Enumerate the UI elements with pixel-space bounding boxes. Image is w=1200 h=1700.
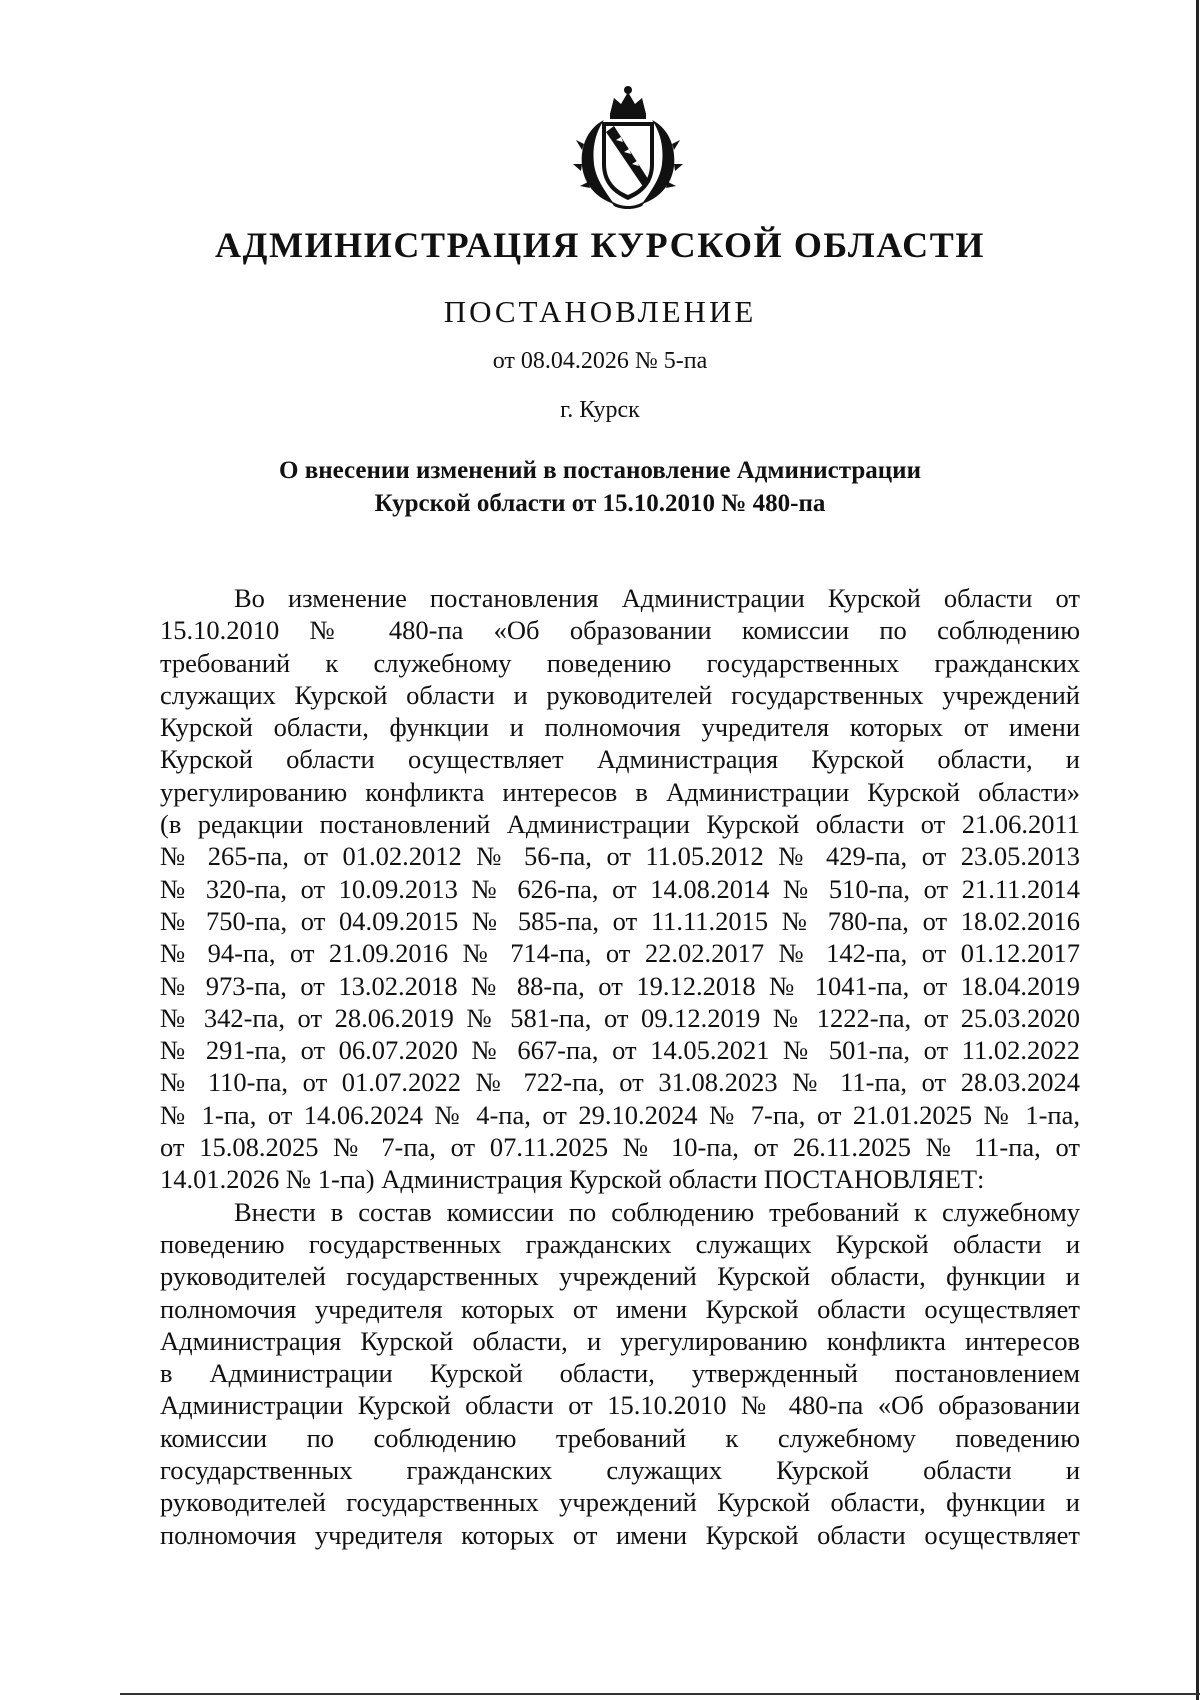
text-line: руководителей государственных учреждений Курской области, функции и — [160, 1261, 1080, 1292]
paragraph-resolution — [160, 1196, 1080, 1551]
scan-edge-bottom — [120, 1693, 1200, 1695]
coat-of-arms-icon — [566, 84, 690, 210]
text-line: № 320-па, от 10.09.2013 № 626-па, от 14.08.2014 № 510-па, от 21.11.2014 — [160, 873, 1080, 904]
text-line: комиссии по соблюдению требований к служебному поведению — [160, 1422, 1080, 1453]
text-line: № 973-па, от 13.02.2018 № 88-па, от 19.12.2018 № 1041-па, от 18.04.2019 — [160, 970, 1080, 1001]
subject-line: Курской области от 15.10.2010 № 480-па — [374, 490, 826, 517]
text-line: № 94-па, от 21.09.2016 № 714-па, от 22.02.2017 № 142-па, от 01.12.2017 — [160, 938, 1080, 969]
document-date-number: от 08.04.2026 № 5-па — [492, 348, 708, 374]
text-line: № 110-па, от 01.07.2022 № 722-па, от 31.08.2023 № 11-па, от 28.03.2024 — [160, 1067, 1080, 1098]
text-line: № 1-па, от 14.06.2024 № 4-па, от 29.10.2024 № 7-па, от 21.01.2025 № 1-па, — [160, 1099, 1080, 1130]
text-line: 14.01.2026 № 1-па) Администрация Курской области ПОСТАНОВЛЯЕТ: — [160, 1164, 985, 1195]
text-line: Администрации Курской области от 15.10.2010 № 480-па «Об образовании — [160, 1390, 1080, 1421]
text-line: Администрация Курской области, и урегулированию конфликта интересов — [160, 1325, 1080, 1356]
text-line: от 15.08.2025 № 7-па, от 07.11.2025 № 10-па, от 26.11.2025 № 11-па, от — [160, 1132, 1080, 1163]
text-line: Курской области осуществляет Администрация Курской области, и — [160, 744, 1080, 775]
organization-title: АДМИНИСТРАЦИЯ КУРСКОЙ ОБЛАСТИ — [215, 225, 985, 265]
text-line: № 750-па, от 04.09.2015 № 585-па, от 11.11.2015 № 780-па, от 18.02.2016 — [160, 905, 1080, 936]
text-line: поведению государственных гражданских служащих Курской области и — [160, 1228, 1080, 1259]
text-line: Внести в состав комиссии по соблюдению требований к служебному — [234, 1196, 1080, 1227]
text-line: урегулированию конфликта интересов в Администрации Курской области» — [160, 776, 1080, 807]
text-line: государственных гражданских служащих Курской области и — [160, 1455, 1080, 1486]
text-line: служащих Курской области и руководителей государственных учреждений — [160, 679, 1080, 710]
document-city: г. Курск — [560, 397, 640, 423]
document-body — [160, 582, 1080, 1551]
text-line: № 291-па, от 06.07.2020 № 667-па, от 14.05.2021 № 501-па, от 11.02.2022 — [160, 1035, 1080, 1066]
text-line: Во изменение постановления Администрации Курской области от — [234, 583, 1080, 613]
text-line: требований к служебному поведению государственных гражданских — [160, 647, 1080, 678]
document-subject — [0, 454, 1200, 520]
text-line: полномочия учредителя которых от имени Курской области осуществляет — [160, 1519, 1080, 1550]
paragraph-preamble — [160, 582, 1080, 1196]
text-line: в Администрации Курской области, утвержденный постановлением — [160, 1358, 1080, 1389]
subject-line: О внесении изменений в постановление Администрации — [279, 457, 921, 484]
text-line: полномочия учредителя которых от имени Курской области осуществляет — [160, 1293, 1080, 1324]
document-type: ПОСТАНОВЛЕНИЕ — [443, 294, 757, 329]
text-line: руководителей государственных учреждений Курской области, функции и — [160, 1487, 1080, 1518]
text-line: (в редакции постановлений Администрации Курской области от 21.06.2011 — [160, 809, 1080, 840]
text-line: Курской области, функции и полномочия учредителя которых от имени — [160, 712, 1080, 743]
text-line: № 265-па, от 01.02.2012 № 56-па, от 11.05.2012 № 429-па, от 23.05.2013 — [160, 841, 1080, 872]
text-line: № 342-па, от 28.06.2019 № 581-па, от 09.12.2019 № 1222-па, от 25.03.2020 — [160, 1002, 1080, 1033]
text-line: 15.10.2010 № 480-па «Об образовании комиссии по соблюдению — [160, 615, 1080, 646]
